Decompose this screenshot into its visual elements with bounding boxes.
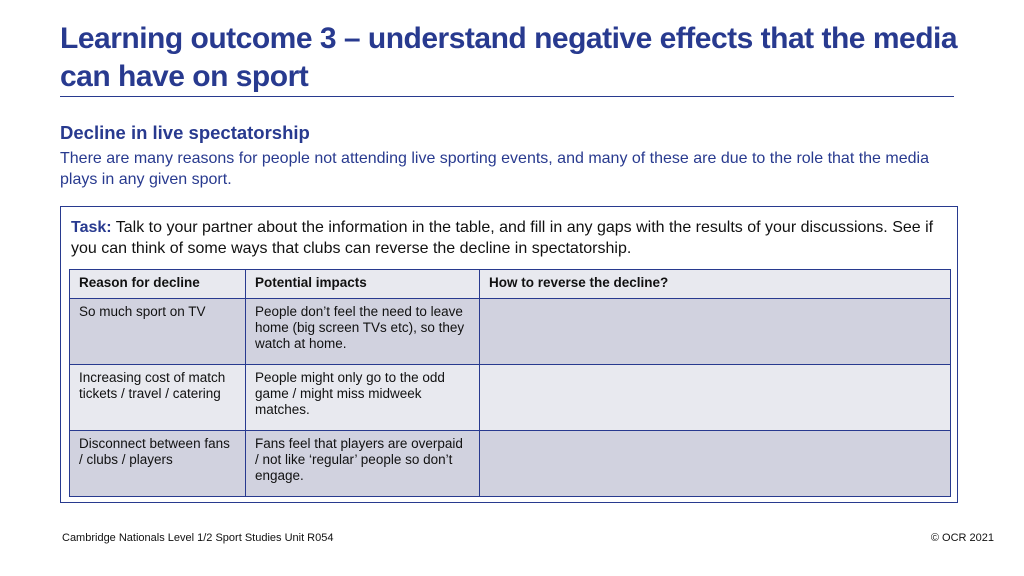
cell-reason: So much sport on TV [70,299,246,365]
header-reverse: How to reverse the decline? [480,270,951,299]
section-heading: Decline in live spectatorship [60,122,310,143]
table-header-row [70,270,951,299]
page-title: Learning outcome 3 – understand negative effects that the media can have on sport [60,22,958,93]
footer-copyright: © OCR 2021 [930,532,994,544]
task-box [60,206,958,503]
footer-course: Cambridge Nationals Level 1/2 Sport Studies Unit R054 [62,532,334,544]
cell-reverse-blank[interactable] [480,299,951,365]
cell-impact: People might only go to the odd game / might miss midweek matches. [246,365,480,431]
cell-impact: Fans feel that players are overpaid / not like ‘regular’ people so don’t engage. [246,431,480,497]
task-instructions [71,217,951,259]
table-row [70,431,951,497]
task-text: Talk to your partner about the information in the table, and fill in any gaps with the results of your discussions. See if you can think of some ways that clubs can reverse the decline in spectatorship. [71,219,934,257]
header-reason: Reason for decline [70,270,246,299]
header-impacts: Potential impacts [246,270,480,299]
cell-impact: People don’t feel the need to leave home (big screen TVs etc), so they watch at home. [246,299,480,365]
title-divider [60,96,954,97]
section-intro: There are many reasons for people not attending live sporting events, and many of these are due to the role that the media plays in any given sport. [60,150,929,188]
cell-reason: Disconnect between fans / clubs / players [70,431,246,497]
cell-reverse-blank[interactable] [480,365,951,431]
cell-reverse-blank[interactable] [480,431,951,497]
cell-reason: Increasing cost of match tickets / travel / catering [70,365,246,431]
discussion-table [69,269,951,497]
table-row [70,365,951,431]
table-row [70,299,951,365]
task-label: Task: [71,219,112,236]
